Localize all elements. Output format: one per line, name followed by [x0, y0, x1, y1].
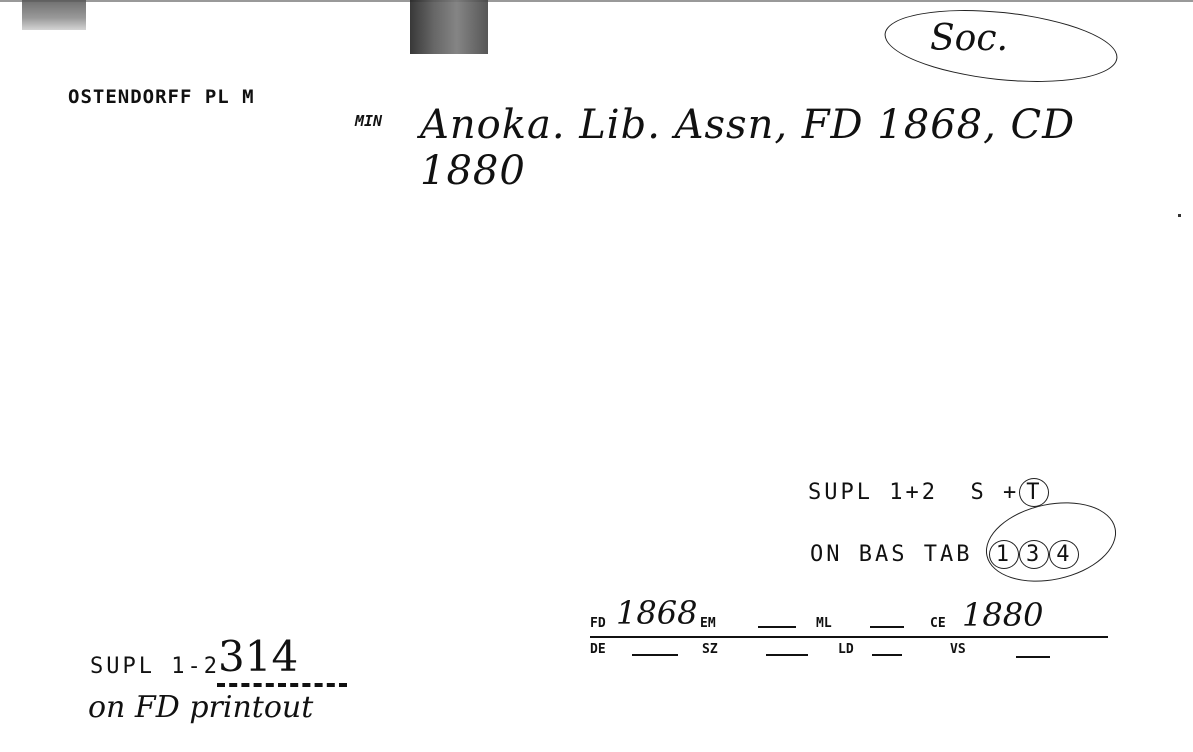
supl-code-line: [808, 478, 1049, 507]
handwritten-title: Anoka. Lib. Assn, FD 1868, CD 1880: [420, 102, 1076, 194]
supl-footer-value: 314: [218, 632, 299, 681]
ld-label: LD: [838, 642, 854, 657]
handwritten-category: Soc.: [930, 18, 1008, 59]
vs-label: VS: [950, 642, 966, 657]
supl-footer-dashes: [217, 683, 347, 687]
fd-label: FD: [590, 616, 606, 631]
bas-tab-line: [810, 540, 1079, 569]
bas-tab-value-3: 4: [1049, 540, 1079, 569]
de-blank: [632, 654, 678, 656]
bas-tab-value-2: 3: [1019, 540, 1049, 569]
ce-value: 1880: [962, 596, 1044, 634]
stamped-state: MIN: [355, 112, 383, 130]
handwritten-note: on FD printout: [88, 690, 314, 725]
date-fields-row-2: [590, 640, 1108, 664]
em-blank: [758, 626, 796, 628]
card-top-edge: [0, 0, 1193, 2]
ce-label: CE: [930, 616, 946, 631]
supl-circled-value: T: [1019, 478, 1049, 507]
bas-tab-label: ON BAS TAB: [810, 542, 973, 567]
ld-blank: [872, 654, 902, 656]
supl-s-label: S +: [970, 480, 1020, 505]
scan-speck: [1178, 214, 1181, 217]
scan-blot-left: [22, 0, 86, 30]
bas-tab-value-1: 1: [989, 540, 1019, 569]
em-label: EM: [700, 616, 716, 631]
vs-blank: [1016, 656, 1050, 658]
date-fields-row-1: [590, 594, 1108, 638]
fd-value: 1868: [616, 594, 698, 632]
scan-blot-center: [410, 0, 488, 54]
sz-label: SZ: [702, 642, 718, 657]
ml-blank: [870, 626, 904, 628]
supl-footer-label: SUPL 1-2: [90, 654, 220, 679]
sz-blank: [766, 654, 808, 656]
ml-label: ML: [816, 616, 832, 631]
stamped-name: OSTENDORFF PL M: [68, 86, 255, 108]
supl-code-label: SUPL 1+2: [808, 480, 938, 505]
de-label: DE: [590, 642, 606, 657]
